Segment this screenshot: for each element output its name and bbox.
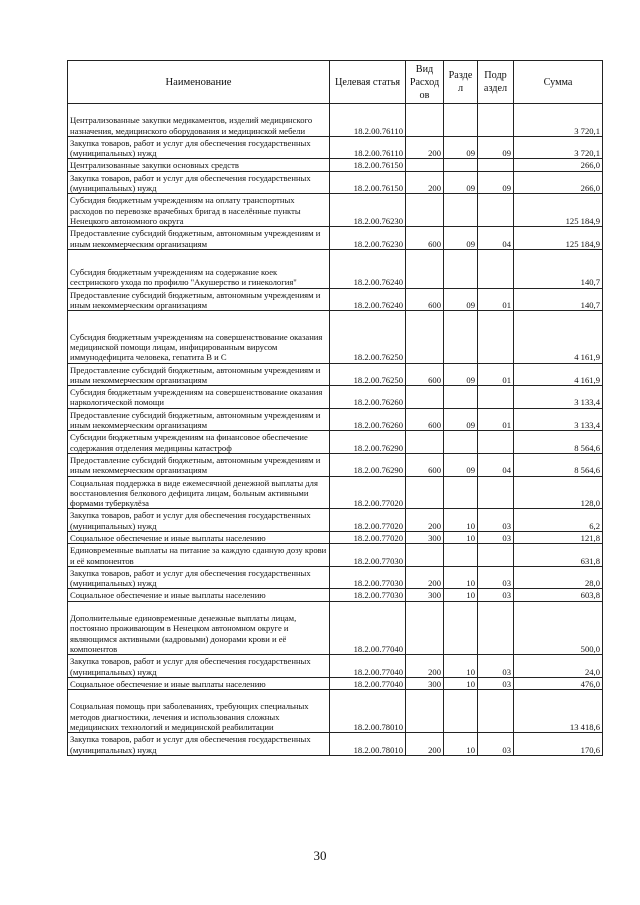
row-target-article: 18.2.00.76260 <box>330 408 406 431</box>
row-subsection: 01 <box>478 288 514 311</box>
row-expense-type <box>406 544 444 567</box>
header-name: Наименование <box>68 61 330 104</box>
row-expense-type: 300 <box>406 589 444 601</box>
row-name: Закупка товаров, работ и услуг для обеспечения государственных (муниципальных) нужд <box>68 509 330 532</box>
row-target-article: 18.2.00.77030 <box>330 544 406 567</box>
row-target-article: 18.2.00.76110 <box>330 104 406 137</box>
row-expense-type <box>406 159 444 171</box>
row-section: 10 <box>444 655 478 678</box>
row-sum: 6,2 <box>514 509 603 532</box>
row-target-article: 18.2.00.76150 <box>330 171 406 194</box>
row-section <box>444 690 478 733</box>
table-row <box>68 690 603 733</box>
row-subsection <box>478 104 514 137</box>
table-row <box>68 249 603 288</box>
row-subsection: 09 <box>478 171 514 194</box>
row-subsection <box>478 431 514 454</box>
row-subsection <box>478 544 514 567</box>
row-section <box>444 159 478 171</box>
row-sum: 3 133,4 <box>514 386 603 409</box>
row-name: Социальное обеспечение и иные выплаты населению <box>68 589 330 601</box>
table-row <box>68 104 603 137</box>
row-sum: 266,0 <box>514 171 603 194</box>
row-expense-type: 200 <box>406 136 444 159</box>
row-expense-type <box>406 476 444 509</box>
row-target-article: 18.2.00.76150 <box>330 159 406 171</box>
row-subsection: 03 <box>478 655 514 678</box>
row-expense-type: 600 <box>406 288 444 311</box>
row-subsection <box>478 249 514 288</box>
table-row <box>68 601 603 655</box>
row-section <box>444 194 478 227</box>
row-sum: 8 564,6 <box>514 453 603 476</box>
row-name: Централизованные закупки медикаментов, изделий медицинского назначения, медицинского оборудования и медицинской мебели <box>68 104 330 137</box>
row-expense-type <box>406 386 444 409</box>
row-section <box>444 544 478 567</box>
row-section: 10 <box>444 509 478 532</box>
row-expense-type: 600 <box>406 453 444 476</box>
row-section: 09 <box>444 453 478 476</box>
row-sum: 125 184,9 <box>514 227 603 250</box>
row-subsection <box>478 311 514 363</box>
row-expense-type <box>406 311 444 363</box>
table-row <box>68 194 603 227</box>
row-name: Закупка товаров, работ и услуг для обеспечения государственных (муниципальных) нужд <box>68 136 330 159</box>
row-name: Субсидия бюджетным учреждениям на совершенствование оказания медицинской помощи лицам, инфицированным вирусом иммунодефицита человека, гепатита В и С <box>68 311 330 363</box>
row-name: Субсидия бюджетным учреждениям на содержание коек сестринского ухода по профилю "Акушерство и гинекология" <box>68 249 330 288</box>
row-section: 10 <box>444 589 478 601</box>
row-subsection: 03 <box>478 531 514 543</box>
row-name: Субсидия бюджетным учреждениям на оплату транспортных расходов по перевозке врачебных бригад в населённые пункты Ненецкого автономного округа <box>68 194 330 227</box>
row-section: 09 <box>444 227 478 250</box>
row-name: Централизованные закупки основных средств <box>68 159 330 171</box>
row-subsection: 01 <box>478 363 514 386</box>
row-name: Дополнительные единовременные денежные выплаты лицам, постоянно проживающим в Ненецком автономном округе и являющимся активными (кадровыми) донорами крови и её компонентов <box>68 601 330 655</box>
row-expense-type <box>406 690 444 733</box>
row-sum: 500,0 <box>514 601 603 655</box>
row-expense-type <box>406 431 444 454</box>
row-section: 10 <box>444 531 478 543</box>
row-section <box>444 601 478 655</box>
row-subsection: 03 <box>478 733 514 756</box>
row-expense-type: 200 <box>406 566 444 589</box>
table-row <box>68 431 603 454</box>
row-name: Предоставление субсидий бюджетным, автономным учреждениям и иным некоммерческим организациям <box>68 288 330 311</box>
row-name: Социальная помощь при заболеваниях, требующих специальных методов диагностики, лечения и использования сложных медицинских технологий и медицинской реабилитации <box>68 690 330 733</box>
row-name: Закупка товаров, работ и услуг для обеспечения государственных (муниципальных) нужд <box>68 655 330 678</box>
row-subsection: 01 <box>478 408 514 431</box>
header-subsection: Подр аздел <box>478 61 514 104</box>
row-subsection: 04 <box>478 227 514 250</box>
row-section: 09 <box>444 408 478 431</box>
row-target-article: 18.2.00.76250 <box>330 311 406 363</box>
table-row <box>68 386 603 409</box>
row-sum: 24,0 <box>514 655 603 678</box>
row-target-article: 18.2.00.77040 <box>330 677 406 689</box>
row-name: Социальная поддержка в виде ежемесячной денежной выплаты для восстановления белкового дефицита лицам, больным активными формами туберкулёза <box>68 476 330 509</box>
row-name: Предоставление субсидий бюджетным, автономным учреждениям и иным некоммерческим организациям <box>68 408 330 431</box>
row-subsection: 03 <box>478 509 514 532</box>
row-section: 09 <box>444 171 478 194</box>
row-section: 10 <box>444 733 478 756</box>
row-expense-type: 200 <box>406 171 444 194</box>
row-expense-type: 600 <box>406 408 444 431</box>
row-target-article: 18.2.00.76260 <box>330 386 406 409</box>
row-expense-type: 200 <box>406 509 444 532</box>
row-target-article: 18.2.00.77030 <box>330 566 406 589</box>
row-section: 09 <box>444 363 478 386</box>
row-sum: 140,7 <box>514 288 603 311</box>
table-row <box>68 544 603 567</box>
row-expense-type: 200 <box>406 733 444 756</box>
table-row <box>68 408 603 431</box>
row-section <box>444 386 478 409</box>
row-sum: 603,8 <box>514 589 603 601</box>
row-section: 10 <box>444 566 478 589</box>
row-section <box>444 431 478 454</box>
row-sum: 128,0 <box>514 476 603 509</box>
row-subsection: 03 <box>478 589 514 601</box>
row-sum: 8 564,6 <box>514 431 603 454</box>
row-section <box>444 311 478 363</box>
header-sum: Сумма <box>514 61 603 104</box>
row-target-article: 18.2.00.76230 <box>330 227 406 250</box>
row-section: 09 <box>444 288 478 311</box>
row-subsection: 03 <box>478 677 514 689</box>
row-sum: 3 720,1 <box>514 136 603 159</box>
row-section: 09 <box>444 136 478 159</box>
header-target-article: Целевая статья <box>330 61 406 104</box>
row-target-article: 18.2.00.78010 <box>330 733 406 756</box>
table-row <box>68 171 603 194</box>
row-section <box>444 104 478 137</box>
row-expense-type <box>406 104 444 137</box>
row-target-article: 18.2.00.76110 <box>330 136 406 159</box>
row-expense-type: 300 <box>406 677 444 689</box>
row-name: Закупка товаров, работ и услуг для обеспечения государственных (муниципальных) нужд <box>68 171 330 194</box>
row-subsection <box>478 690 514 733</box>
row-expense-type: 200 <box>406 655 444 678</box>
table-row <box>68 531 603 543</box>
row-expense-type: 600 <box>406 227 444 250</box>
row-subsection: 03 <box>478 566 514 589</box>
row-target-article: 18.2.00.76290 <box>330 431 406 454</box>
row-name: Предоставление субсидий бюджетным, автономным учреждениям и иным некоммерческим организациям <box>68 363 330 386</box>
table-row <box>68 655 603 678</box>
table-row <box>68 677 603 689</box>
header-expense-type: Вид Расход ов <box>406 61 444 104</box>
row-name: Социальное обеспечение и иные выплаты населению <box>68 531 330 543</box>
row-expense-type: 300 <box>406 531 444 543</box>
row-subsection <box>478 601 514 655</box>
row-name: Закупка товаров, работ и услуг для обеспечения государственных (муниципальных) нужд <box>68 566 330 589</box>
row-name: Социальное обеспечение и иные выплаты населению <box>68 677 330 689</box>
row-sum: 631,8 <box>514 544 603 567</box>
row-sum: 125 184,9 <box>514 194 603 227</box>
row-subsection <box>478 476 514 509</box>
row-section <box>444 249 478 288</box>
row-sum: 4 161,9 <box>514 363 603 386</box>
row-target-article: 18.2.00.77040 <box>330 601 406 655</box>
row-expense-type <box>406 601 444 655</box>
row-target-article: 18.2.00.77020 <box>330 509 406 532</box>
row-sum: 3 133,4 <box>514 408 603 431</box>
table-row <box>68 227 603 250</box>
table-row <box>68 453 603 476</box>
table-row <box>68 509 603 532</box>
row-name: Субсидии бюджетным учреждениям на финансовое обеспечение содержания отделения медицины катастроф <box>68 431 330 454</box>
row-target-article: 18.2.00.77020 <box>330 476 406 509</box>
row-subsection <box>478 386 514 409</box>
row-target-article: 18.2.00.76290 <box>330 453 406 476</box>
row-sum: 3 720,1 <box>514 104 603 137</box>
row-expense-type <box>406 249 444 288</box>
row-subsection: 04 <box>478 453 514 476</box>
row-target-article: 18.2.00.77020 <box>330 531 406 543</box>
row-target-article: 18.2.00.76240 <box>330 249 406 288</box>
row-target-article: 18.2.00.76230 <box>330 194 406 227</box>
row-target-article: 18.2.00.77030 <box>330 589 406 601</box>
row-sum: 266,0 <box>514 159 603 171</box>
table-row <box>68 476 603 509</box>
table-row <box>68 363 603 386</box>
table-row <box>68 589 603 601</box>
page-number: 30 <box>313 848 327 863</box>
table-row <box>68 733 603 756</box>
row-name: Предоставление субсидий бюджетным, автономным учреждениям и иным некоммерческим организациям <box>68 453 330 476</box>
row-name: Субсидия бюджетным учреждениям на совершенствование оказания наркологической помощи <box>68 386 330 409</box>
row-target-article: 18.2.00.76250 <box>330 363 406 386</box>
row-subsection <box>478 194 514 227</box>
row-section <box>444 476 478 509</box>
table-row <box>68 288 603 311</box>
row-target-article: 18.2.00.77040 <box>330 655 406 678</box>
table-row <box>68 311 603 363</box>
row-expense-type <box>406 194 444 227</box>
row-subsection <box>478 159 514 171</box>
budget-table <box>67 60 603 756</box>
row-section: 10 <box>444 677 478 689</box>
row-sum: 13 418,6 <box>514 690 603 733</box>
row-sum: 4 161,9 <box>514 311 603 363</box>
row-sum: 170,6 <box>514 733 603 756</box>
row-sum: 28,0 <box>514 566 603 589</box>
row-sum: 140,7 <box>514 249 603 288</box>
row-name: Предоставление субсидий бюджетным, автономным учреждениям и иным некоммерческим организациям <box>68 227 330 250</box>
table-row <box>68 159 603 171</box>
row-sum: 121,8 <box>514 531 603 543</box>
row-name: Единовременные выплаты на питание за каждую сданную дозу крови и её компонентов <box>68 544 330 567</box>
row-target-article: 18.2.00.76240 <box>330 288 406 311</box>
row-expense-type: 600 <box>406 363 444 386</box>
table-row <box>68 566 603 589</box>
header-section: Разде л <box>444 61 478 104</box>
row-target-article: 18.2.00.78010 <box>330 690 406 733</box>
table-row <box>68 136 603 159</box>
table-body <box>68 104 603 756</box>
row-subsection: 09 <box>478 136 514 159</box>
table-header-row <box>68 61 603 104</box>
row-name: Закупка товаров, работ и услуг для обеспечения государственных (муниципальных) нужд <box>68 733 330 756</box>
row-sum: 476,0 <box>514 677 603 689</box>
